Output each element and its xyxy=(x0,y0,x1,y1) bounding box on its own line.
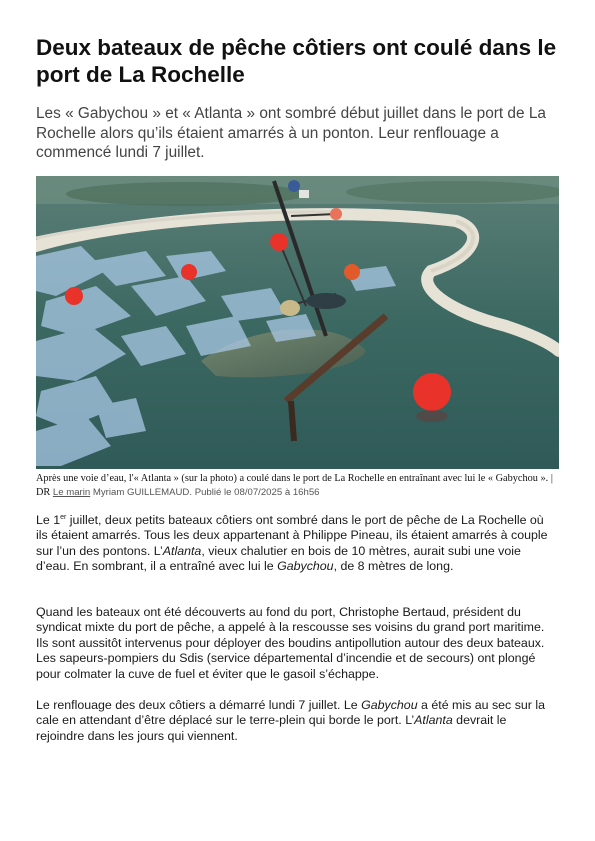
paragraph-3 xyxy=(36,698,558,744)
p1-text-b: juillet, deux petits bateaux côtiers ont sombré dans le port de pêche de La Rochelle où ils étaient amarrés. Tous les deux appartenant à Philippe Pineau, ils étaient amarrés à couple sur l’un des pontons. L’ xyxy=(36,513,548,558)
p3-boat-gabychou: Gabychou xyxy=(361,698,418,712)
p1-text-d: , de 8 mètres de long. xyxy=(333,559,454,574)
p1-superscript: er xyxy=(60,513,67,521)
caption-separator: | DR xyxy=(36,473,553,498)
p3-text-b: a été mis au sec sur la cale en attendant d’être déplacé sur le terre-plein qui borde le port. L’ xyxy=(36,698,545,728)
p1-boat-gabychou: Gabychou xyxy=(277,559,334,574)
p1-boat-atlanta: Atlanta xyxy=(162,543,202,558)
article-photo xyxy=(36,176,559,469)
photo-caption xyxy=(36,472,566,499)
caption-text: Après une voie d’eau, l'« Atlanta » (sur la photo) a coulé dans le port de La Rochelle en entraînant avec lui le « Gabychou ». xyxy=(36,473,549,484)
article-lead: Les « Gabychou » et « Atlanta » ont sombré début juillet dans le port de La Rochelle alors qu’ils étaient amarrés à un ponton. Leur renflouage a commencé lundi 7 juillet. xyxy=(36,105,546,161)
paragraph-2: Quand les bateaux ont été découverts au fond du port, Christophe Bertaud, président du syndicat mixte du port de pêche, a appelé à la rescousse ses voisins du grand port maritime. Ils sont aussitôt intervenus pour déployer des boudins antipollution autour des deux bateaux. Les sapeurs-pompiers du Sdis (service départemental d’incendie et de secours) ont plongé pour colmater la cuve de fuel et éviter que le gasoil s’échappe. xyxy=(36,605,545,681)
article-title: Deux bateaux de pêche côtiers ont coulé dans le port de La Rochelle xyxy=(36,35,557,87)
p3-boat-atlanta: Atlanta xyxy=(414,713,453,728)
p1-text-a: Le 1 xyxy=(36,513,61,527)
caption-source-link[interactable]: Le marin xyxy=(52,486,91,498)
p1-text-c: , vieux chalutier en bois de 10 mètres, aurait subi une voie d’eau. En sombrant, il a entraîné avec lui le xyxy=(36,543,521,574)
caption-meta: Myriam GUILLEMAUD. Publié le 08/07/2025 à 16h56 xyxy=(90,486,320,498)
p3-text-c: devrait le rejoindre dans les jours qui viennent. xyxy=(36,713,507,743)
paragraph-1 xyxy=(36,513,558,575)
p3-text-a: Le renflouage des deux côtiers a démarré lundi 7 juillet. Le xyxy=(36,698,362,712)
